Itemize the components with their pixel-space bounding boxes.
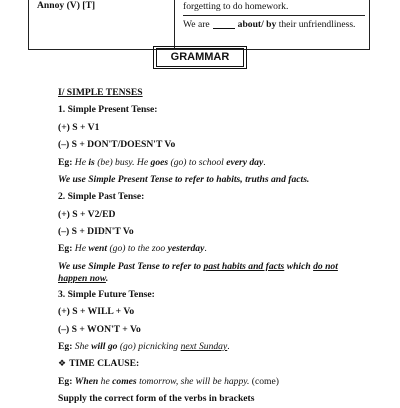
future-formula-negative: (–) S + WON'T + Vo [58,323,141,335]
past-example: Eg: He went (go) to the zoo yesterday . [58,243,207,255]
present-usage: We use Simple Present Tense to refer to habits, truths and facts. [58,173,310,185]
vocabulary-table [28,0,370,50]
future-formula-positive: (+) S + WILL + Vo [58,306,135,318]
fill-blank [213,20,235,29]
future-example: Eg: She will go (go) picnicking next Sunday . [58,341,230,353]
past-usage: We use Simple Past Tense to refer to past habits and facts which do not happen now. [58,260,338,284]
table-example-line-2: We are about/ by their unfriendliness. [183,15,365,33]
table-word: Annoy (V) [T] [37,0,96,11]
future-title: 3. Simple Future Tense: [58,288,155,300]
table-example-cell [175,0,369,49]
grammar-title: GRAMMAR [156,48,245,67]
present-title: 1. Simple Present Tense: [58,104,158,116]
present-formula-positive: (+) S + V1 [58,121,100,133]
past-title: 2. Simple Past Tense: [58,191,145,203]
table-word-cell [29,0,175,49]
present-example: Eg: He is (be) busy. He goes (go) to school every day . [58,156,266,168]
grammar-content [58,84,368,408]
past-formula-positive: (+) S + V2/ED [58,208,116,220]
present-formula-negative: (–) S + DON'T/DOESN'T Vo [58,139,176,151]
grammar-title-box [153,46,248,69]
time-clause-example: Eg: When he comes tomorrow, she will be happy. (come) [58,375,279,387]
past-formula-negative: (–) S + DIDN'T Vo [58,226,134,238]
table-example-line-1: forgetting to do homework. [183,0,289,12]
diamond-bullet-icon: ❖ [58,358,67,369]
grammar-title-wrap [0,46,400,69]
section-heading: I/ SIMPLE TENSES [58,86,143,98]
time-clause-title: ❖ TIME CLAUSE: [58,358,140,370]
exercise-instruction: Supply the correct form of the verbs in brackets [58,393,255,405]
